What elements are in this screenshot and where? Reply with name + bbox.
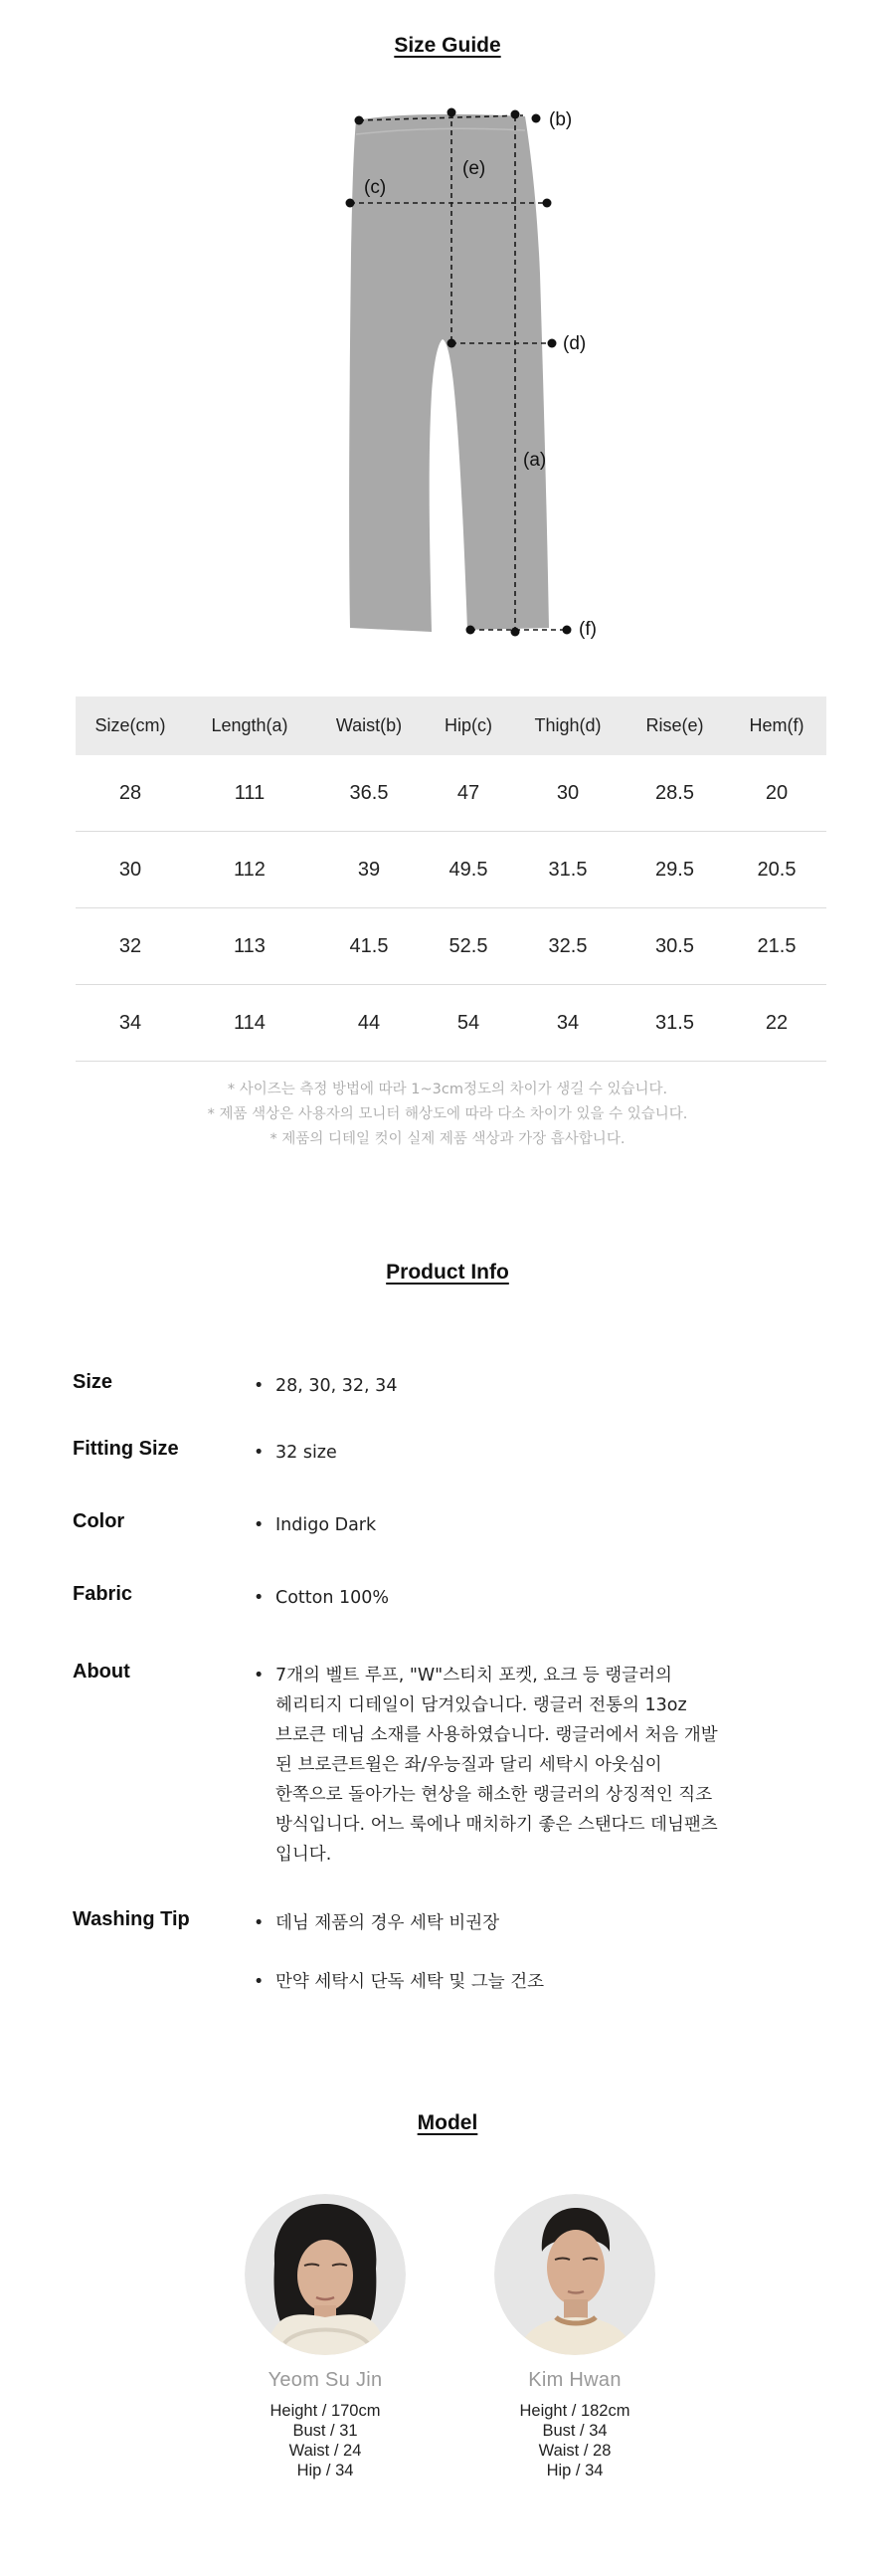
table-cell: 34 — [513, 985, 623, 1062]
about-line: 된 브로큰트윌은 좌/우능질과 달리 세탁시 아웃심이 — [275, 1755, 662, 1775]
table-cell: 20.5 — [727, 832, 826, 908]
model-specs — [460, 2401, 689, 2480]
label-b: (b) — [549, 109, 573, 130]
size-note: * 제품 색상은 사용자의 모니터 해상도에 따라 다소 차이가 있을 수 있습니다. — [207, 1106, 688, 1122]
info-item: • 만약 세탁시 단독 세탁 및 그늘 건조 — [254, 1967, 751, 1997]
table-row — [76, 832, 826, 908]
table-cell: 49.5 — [424, 832, 513, 908]
info-item: • Indigo Dark — [254, 1510, 751, 1540]
model-name: Yeom Su Jin — [268, 2369, 383, 2391]
col-header: Waist(b) — [314, 696, 424, 755]
about-line: 7개의 벨트 루프, "W"스티치 포켓, 요크 등 랭글러의 — [275, 1666, 672, 1685]
pants-measurement-diagram — [328, 95, 626, 652]
info-label: Fitting Size — [73, 1438, 179, 1460]
label-a: (a) — [523, 450, 547, 471]
bullet-icon: • — [254, 1913, 265, 1933]
info-item: • 32 size — [254, 1438, 751, 1468]
table-cell: 114 — [185, 985, 314, 1062]
model-spec-waist: Waist / 24 — [288, 2442, 362, 2460]
col-header: Length(a) — [185, 696, 314, 755]
model-spec-height: Height / 182cm — [519, 2402, 630, 2420]
bullet-icon: • — [254, 1443, 265, 1463]
table-cell: 31.5 — [513, 832, 623, 908]
table-cell: 28 — [76, 755, 185, 832]
table-cell: 32.5 — [513, 908, 623, 985]
about-line: 방식입니다. 어느 룩에나 매치하기 좋은 스탠다드 데님팬츠 — [275, 1815, 718, 1835]
bullet-icon: • — [254, 1972, 265, 1992]
table-cell: 31.5 — [623, 985, 727, 1062]
model-spec-hip: Hip / 34 — [546, 2462, 604, 2479]
model-card-1 — [211, 2194, 440, 2480]
table-cell: 22 — [727, 985, 826, 1062]
about-line: 한쪽으로 돌아가는 현상을 해소한 랭글러의 상징적인 직조 — [275, 1785, 713, 1805]
table-row — [76, 985, 826, 1062]
size-table — [76, 696, 826, 1062]
label-f: (f) — [579, 619, 597, 640]
model-spec-waist: Waist / 28 — [538, 2442, 612, 2460]
male-model-portrait-icon — [494, 2194, 655, 2355]
table-cell: 39 — [314, 832, 424, 908]
model-name: Kim Hwan — [528, 2369, 622, 2391]
col-header: Thigh(d) — [513, 696, 623, 755]
table-cell: 36.5 — [314, 755, 424, 832]
label-c: (c) — [364, 177, 387, 198]
table-cell: 30 — [513, 755, 623, 832]
info-label: Color — [73, 1510, 125, 1532]
size-notes — [0, 1078, 895, 1152]
table-cell: 52.5 — [424, 908, 513, 985]
col-header: Hip(c) — [424, 696, 513, 755]
label-d: (d) — [563, 333, 587, 354]
col-header: Size(cm) — [76, 696, 185, 755]
info-item: • Cotton 100% — [254, 1583, 751, 1613]
table-cell: 47 — [424, 755, 513, 832]
model-card-2 — [460, 2194, 689, 2480]
table-cell: 54 — [424, 985, 513, 1062]
table-cell: 32 — [76, 908, 185, 985]
info-label: Size — [73, 1371, 113, 1393]
table-cell: 21.5 — [727, 908, 826, 985]
bullet-icon: • — [254, 1515, 265, 1535]
size-note: * 제품의 디테일 컷이 실제 제품 색상과 가장 흡사합니다. — [269, 1131, 626, 1147]
table-row — [76, 755, 826, 832]
info-item: • 데님 제품의 경우 세탁 비권장 — [254, 1908, 751, 1938]
bullet-icon: • — [254, 1666, 265, 1685]
table-cell: 44 — [314, 985, 424, 1062]
info-label: Fabric — [73, 1583, 133, 1605]
col-header: Rise(e) — [623, 696, 727, 755]
size-guide-title: Size Guide — [394, 34, 501, 57]
size-table-header — [76, 696, 826, 755]
model-spec-bust: Bust / 31 — [292, 2422, 358, 2440]
table-row — [76, 908, 826, 985]
table-cell: 34 — [76, 985, 185, 1062]
size-note: * 사이즈는 측정 방법에 따라 1~3cm정도의 차이가 생길 수 있습니다. — [227, 1082, 668, 1097]
col-header: Hem(f) — [727, 696, 826, 755]
about-line: 입니다. — [275, 1845, 332, 1865]
table-cell: 41.5 — [314, 908, 424, 985]
model-spec-height: Height / 170cm — [269, 2402, 381, 2420]
table-cell: 113 — [185, 908, 314, 985]
table-cell: 29.5 — [623, 832, 727, 908]
bullet-icon: • — [254, 1588, 265, 1608]
female-model-portrait-icon — [245, 2194, 406, 2355]
info-label: About — [73, 1661, 130, 1683]
about-text — [254, 1661, 751, 1870]
model-specs — [211, 2401, 440, 2480]
table-cell: 28.5 — [623, 755, 727, 832]
about-line: 브로큰 데님 소재를 사용하였습니다. 랭글러에서 처음 개발 — [275, 1725, 718, 1745]
about-line: 헤리티지 디테일이 담겨있습니다. 랭글러 전통의 13oz — [275, 1695, 687, 1715]
model-spec-hip: Hip / 34 — [296, 2462, 354, 2479]
table-cell: 30 — [76, 832, 185, 908]
bullet-icon: • — [254, 1376, 265, 1396]
table-cell: 30.5 — [623, 908, 727, 985]
table-cell: 20 — [727, 755, 826, 832]
table-cell: 111 — [185, 755, 314, 832]
product-info-title: Product Info — [386, 1261, 509, 1284]
label-e: (e) — [462, 158, 486, 179]
model-spec-bust: Bust / 34 — [542, 2422, 608, 2440]
model-title: Model — [417, 2111, 478, 2134]
info-label: Washing Tip — [73, 1908, 190, 1930]
info-item: • 28, 30, 32, 34 — [254, 1371, 751, 1401]
table-cell: 112 — [185, 832, 314, 908]
